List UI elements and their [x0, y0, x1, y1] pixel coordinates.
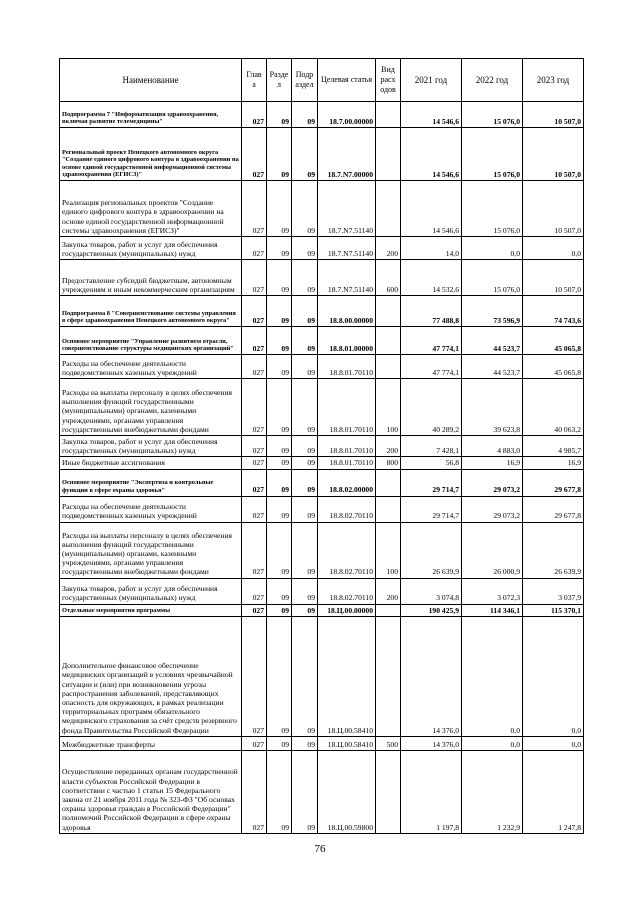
row-statya: 18.8.01.00000 [318, 327, 376, 355]
header-2021: 2021 год [401, 59, 462, 102]
row-razdel: 09 [267, 616, 292, 736]
row-statya: 18.Ц.00.58410 [318, 736, 376, 750]
row-2022: 0,0 [462, 736, 523, 750]
row-2023: 29 677,8 [523, 496, 584, 522]
row-2022: 1 232,9 [462, 750, 523, 833]
row-vid [376, 616, 401, 736]
row-2022: 15 076,0 [462, 128, 523, 181]
table-row [60, 327, 584, 355]
row-2022: 15 076,0 [462, 181, 523, 237]
row-podrazdel: 09 [292, 616, 318, 736]
row-podrazdel: 09 [292, 522, 318, 578]
row-statya: 18.7.N7.51140 [318, 181, 376, 237]
row-2021: 47 774,1 [401, 327, 462, 355]
row-razdel: 09 [267, 102, 292, 128]
row-name: Закупка товаров, работ и услуг для обеспечения государственных (муниципальных) нужд [60, 237, 242, 260]
row-glava: 027 [242, 181, 267, 237]
row-statya: 18.8.01.70110 [318, 355, 376, 379]
row-2023: 45 065,8 [523, 355, 584, 379]
row-vid [376, 128, 401, 181]
row-name: Подпрограмма 7 "Информатизация здравоохранения, включая развитие телемедицины" [60, 102, 242, 128]
row-2023: 40 063,2 [523, 379, 584, 436]
row-razdel: 09 [267, 379, 292, 436]
header-name: Наименование [60, 59, 242, 102]
row-podrazdel: 09 [292, 102, 318, 128]
row-vid [376, 496, 401, 522]
row-statya: 18.8.02.70110 [318, 522, 376, 578]
row-vid [376, 750, 401, 833]
header-statya: Целевая статья [318, 59, 376, 102]
row-2022: 3 072,3 [462, 578, 523, 604]
row-2023: 0,0 [523, 736, 584, 750]
row-vid [376, 296, 401, 327]
row-2023: 10 507,0 [523, 260, 584, 296]
row-razdel: 09 [267, 604, 292, 616]
row-2021: 190 425,9 [401, 604, 462, 616]
row-podrazdel: 09 [292, 457, 318, 469]
row-name: Основное мероприятие "Управление развитием отрасли, совершенствование структуры медицинских организаций" [60, 327, 242, 355]
table-row [60, 296, 584, 327]
row-glava: 027 [242, 469, 267, 496]
row-razdel: 09 [267, 237, 292, 260]
row-statya: 18.7.00.00000 [318, 102, 376, 128]
row-razdel: 09 [267, 522, 292, 578]
row-podrazdel: 09 [292, 355, 318, 379]
row-2021: 14,0 [401, 237, 462, 260]
row-razdel: 09 [267, 457, 292, 469]
row-2023: 0,0 [523, 237, 584, 260]
row-2021: 14 546,6 [401, 181, 462, 237]
header-glava: Глав а [242, 59, 267, 102]
row-glava: 027 [242, 102, 267, 128]
header-2022: 2022 год [462, 59, 523, 102]
row-podrazdel: 09 [292, 604, 318, 616]
row-glava: 027 [242, 616, 267, 736]
row-2023: 26 639,9 [523, 522, 584, 578]
row-statya: 18.8.02.70110 [318, 578, 376, 604]
row-statya: 18.8.02.70110 [318, 496, 376, 522]
row-statya: 18.8.01.70110 [318, 379, 376, 436]
row-razdel: 09 [267, 327, 292, 355]
row-statya: 18.8.00.00000 [318, 296, 376, 327]
row-razdel: 09 [267, 750, 292, 833]
row-glava: 027 [242, 327, 267, 355]
row-name: Межбюджетные трансферты [60, 736, 242, 750]
row-podrazdel: 09 [292, 128, 318, 181]
row-razdel: 09 [267, 260, 292, 296]
row-2022: 44 523,7 [462, 355, 523, 379]
row-vid [376, 469, 401, 496]
row-2022: 73 596,9 [462, 296, 523, 327]
row-podrazdel: 09 [292, 237, 318, 260]
row-glava: 027 [242, 750, 267, 833]
row-2023: 16,9 [523, 457, 584, 469]
row-2023: 10 507,0 [523, 181, 584, 237]
row-2021: 26 639,9 [401, 522, 462, 578]
row-vid [376, 181, 401, 237]
row-2023: 10 507,0 [523, 102, 584, 128]
row-2023: 74 743,6 [523, 296, 584, 327]
row-2022: 0,0 [462, 616, 523, 736]
row-glava: 027 [242, 496, 267, 522]
table-row [60, 181, 584, 237]
row-2021: 3 074,8 [401, 578, 462, 604]
row-podrazdel: 09 [292, 181, 318, 237]
table-row [60, 522, 584, 578]
table-row [60, 736, 584, 750]
row-2022: 4 883,0 [462, 436, 523, 457]
row-razdel: 09 [267, 181, 292, 237]
table-row [60, 355, 584, 379]
table-row [60, 604, 584, 616]
row-podrazdel: 09 [292, 496, 318, 522]
table-row [60, 469, 584, 496]
table-body [60, 102, 584, 834]
row-name: Предоставление субсидий бюджетным, автономным учреждениям и иным некоммерческим организациям [60, 260, 242, 296]
row-statya: 18.Ц.00.00000 [318, 604, 376, 616]
row-statya: 18.8.01.70110 [318, 436, 376, 457]
table-row [60, 457, 584, 469]
row-name: Подпрограмма 8 "Совершенствование системы управления в сфере здравоохранения Ненецкого автономного округа" [60, 296, 242, 327]
row-vid: 100 [376, 379, 401, 436]
table-row [60, 237, 584, 260]
row-glava: 027 [242, 736, 267, 750]
row-2021: 1 197,8 [401, 750, 462, 833]
row-name: Региональный проект Ненецкого автономного округа "Создание единого цифрового контура в здравоохранении на основе единой государственной информационной системы здравоохранения (ЕГИСЗ)" [60, 128, 242, 181]
row-2022: 15 076,0 [462, 102, 523, 128]
row-name: Дополнительное финансовое обеспечение медицинских организаций в условиях чрезвычайной ситуации и (или) при возникновении угрозы распространения заболеваний, представляющих опасность для окружающих, в рамках реализации территориальных программ обязательного медицинского страхования за счёт средств резервного фонда Правительства Российской Федерации [60, 616, 242, 736]
row-2022: 29 073,2 [462, 469, 523, 496]
row-razdel: 09 [267, 296, 292, 327]
table-row [60, 128, 584, 181]
row-glava: 027 [242, 578, 267, 604]
row-2022: 16,9 [462, 457, 523, 469]
row-name: Закупка товаров, работ и услуг для обеспечения государственных (муниципальных) нужд [60, 436, 242, 457]
row-glava: 027 [242, 237, 267, 260]
row-2023: 3 037,9 [523, 578, 584, 604]
row-2021: 56,8 [401, 457, 462, 469]
row-statya: 18.8.02.00000 [318, 469, 376, 496]
row-glava: 027 [242, 604, 267, 616]
table-row [60, 260, 584, 296]
row-2021: 47 774,1 [401, 355, 462, 379]
row-vid: 600 [376, 260, 401, 296]
row-statya: 18.Ц.00.58410 [318, 616, 376, 736]
row-vid: 500 [376, 736, 401, 750]
row-2022: 44 523,7 [462, 327, 523, 355]
row-podrazdel: 09 [292, 736, 318, 750]
row-2023: 115 370,1 [523, 604, 584, 616]
row-2021: 77 488,8 [401, 296, 462, 327]
row-2022: 15 076,0 [462, 260, 523, 296]
row-2023: 0,0 [523, 616, 584, 736]
row-podrazdel: 09 [292, 260, 318, 296]
row-vid: 200 [376, 436, 401, 457]
row-2021: 14 532,6 [401, 260, 462, 296]
row-name: Отдельные мероприятия программы [60, 604, 242, 616]
row-glava: 027 [242, 355, 267, 379]
table-row [60, 750, 584, 833]
table-row [60, 496, 584, 522]
row-glava: 027 [242, 379, 267, 436]
row-name: Расходы на обеспечение деятельности подведомственных казенных учреждений [60, 496, 242, 522]
row-vid [376, 355, 401, 379]
row-razdel: 09 [267, 736, 292, 750]
table-row [60, 379, 584, 436]
row-2021: 40 289,2 [401, 379, 462, 436]
row-name: Расходы на выплаты персоналу в целях обеспечения выполнения функций государственными (муниципальными) органами, казенными учреждениями, органами управления государственными внебюджетными фондами [60, 522, 242, 578]
row-2021: 29 714,7 [401, 496, 462, 522]
row-statya: 18.Ц.00.59800 [318, 750, 376, 833]
row-2021: 14 376,0 [401, 736, 462, 750]
row-podrazdel: 09 [292, 469, 318, 496]
row-name: Расходы на выплаты персоналу в целях обеспечения выполнения функций государственными (муниципальными) органами, казенными учреждениями, органами управления государственными внебюджетными фондами [60, 379, 242, 436]
table-header-row [60, 59, 584, 102]
row-2022: 29 073,2 [462, 496, 523, 522]
row-name: Закупка товаров, работ и услуг для обеспечения государственных (муниципальных) нужд [60, 578, 242, 604]
row-razdel: 09 [267, 128, 292, 181]
row-2023: 10 507,0 [523, 128, 584, 181]
table-row [60, 436, 584, 457]
row-2022: 0,0 [462, 237, 523, 260]
header-podrazdel: Подр аздел [292, 59, 318, 102]
row-vid [376, 604, 401, 616]
page-number: 76 [314, 843, 326, 855]
row-glava: 027 [242, 457, 267, 469]
row-2023: 1 247,8 [523, 750, 584, 833]
row-vid: 200 [376, 237, 401, 260]
row-razdel: 09 [267, 496, 292, 522]
header-vid: Вид расх одов [376, 59, 401, 102]
header-2023: 2023 год [523, 59, 584, 102]
row-name: Основное мероприятие "Экспертиза и контрольные функции в сфере охраны здоровья" [60, 469, 242, 496]
budget-table [59, 58, 584, 834]
row-glava: 027 [242, 128, 267, 181]
row-vid: 100 [376, 522, 401, 578]
row-glava: 027 [242, 296, 267, 327]
row-statya: 18.8.01.70110 [318, 457, 376, 469]
row-razdel: 09 [267, 578, 292, 604]
row-2023: 45 065,8 [523, 327, 584, 355]
row-name: Реализация региональных проектов "Создание единого цифрового контура в здравоохранении на основе единой государственной информационной системы здравоохранения (ЕГИСЗ)" [60, 181, 242, 237]
row-2023: 4 985,7 [523, 436, 584, 457]
row-statya: 18.7.N7.51140 [318, 260, 376, 296]
row-vid: 800 [376, 457, 401, 469]
row-2023: 29 677,8 [523, 469, 584, 496]
row-razdel: 09 [267, 355, 292, 379]
row-podrazdel: 09 [292, 296, 318, 327]
row-podrazdel: 09 [292, 436, 318, 457]
row-name: Осуществление переданных органам государственной власти субъектов Российской Федерации в соответствии с частью 1 статьи 15 Федерального закона от 21 ноября 2011 года № 323-ФЗ "Об основах охраны здоровья граждан в Российской Федерации" полномочий Российской Федерации в сфере охраны здоровья [60, 750, 242, 833]
table-row [60, 102, 584, 128]
row-podrazdel: 09 [292, 327, 318, 355]
row-vid: 200 [376, 578, 401, 604]
row-2021: 14 546,6 [401, 102, 462, 128]
row-2021: 29 714,7 [401, 469, 462, 496]
row-2021: 14 376,0 [401, 616, 462, 736]
table-row [60, 578, 584, 604]
row-name: Расходы на обеспечение деятельности подведомственных казенных учреждений [60, 355, 242, 379]
row-2021: 14 546,6 [401, 128, 462, 181]
row-vid [376, 327, 401, 355]
row-glava: 027 [242, 260, 267, 296]
row-2022: 114 346,1 [462, 604, 523, 616]
row-podrazdel: 09 [292, 750, 318, 833]
row-razdel: 09 [267, 436, 292, 457]
header-razdel: Разде л [267, 59, 292, 102]
table-row [60, 616, 584, 736]
row-podrazdel: 09 [292, 578, 318, 604]
row-podrazdel: 09 [292, 379, 318, 436]
row-2021: 7 428,1 [401, 436, 462, 457]
row-statya: 18.7.N7.51140 [318, 237, 376, 260]
row-vid [376, 102, 401, 128]
row-name: Иные бюджетные ассигнования [60, 457, 242, 469]
row-razdel: 09 [267, 469, 292, 496]
row-glava: 027 [242, 522, 267, 578]
row-2022: 26 000,9 [462, 522, 523, 578]
row-statya: 18.7.N7.00000 [318, 128, 376, 181]
row-glava: 027 [242, 436, 267, 457]
row-2022: 39 623,8 [462, 379, 523, 436]
